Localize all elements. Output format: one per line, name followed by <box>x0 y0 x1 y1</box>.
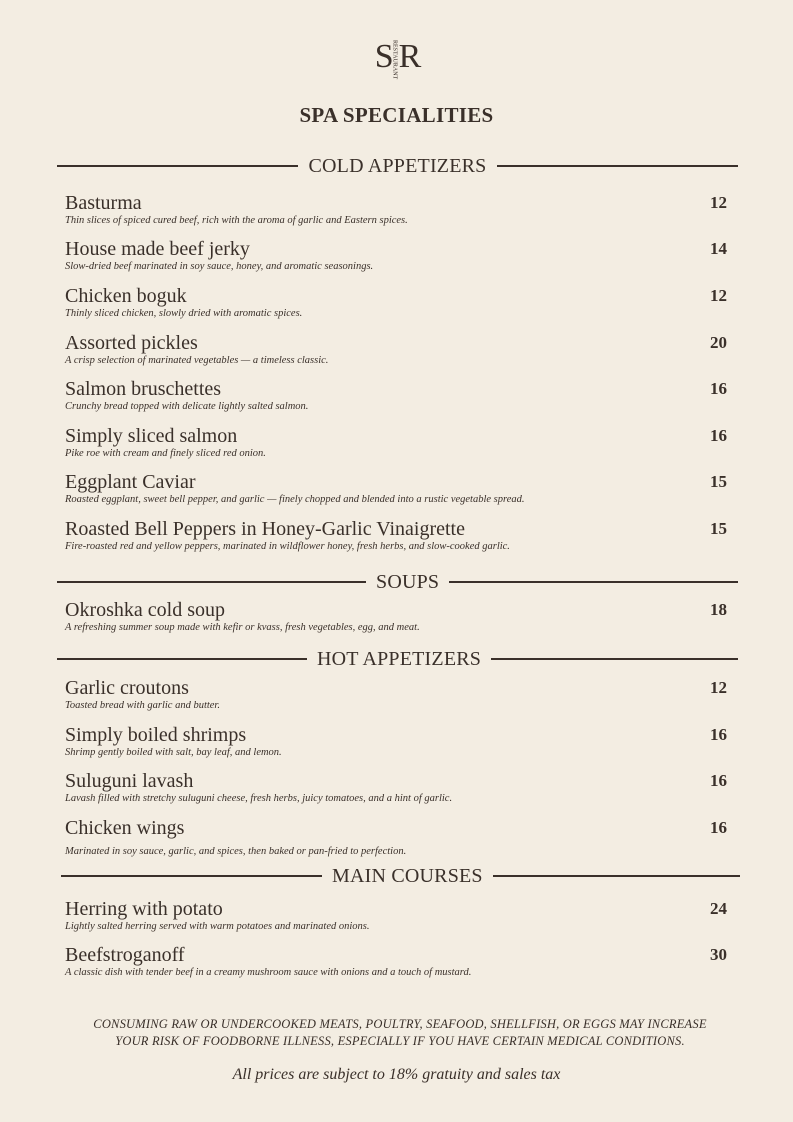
item-price: 15 <box>710 519 727 538</box>
menu-item-eggplant-caviar <box>65 471 730 506</box>
menu-item-assorted-pickles <box>65 332 730 367</box>
item-description: Slow-dried beef marinated in soy sauce, honey, and aromatic seasonings. <box>65 261 374 272</box>
menu-item-chicken-boguk <box>65 285 730 320</box>
item-price: 20 <box>710 333 727 352</box>
item-price: 18 <box>710 600 727 619</box>
item-price: 16 <box>710 771 727 790</box>
menu-item-beefstroganoff <box>65 944 730 979</box>
menu-item-bell-peppers <box>65 518 730 553</box>
menu-item-suluguni-lavash <box>65 770 730 805</box>
item-name: Simply sliced salmon <box>65 425 238 447</box>
item-description: Thin slices of spiced cured beef, rich with the aroma of garlic and Eastern spices. <box>65 215 408 226</box>
item-name: Roasted Bell Peppers in Honey-Garlic Vinaigrette <box>65 518 465 540</box>
section-cold-appetizers: COLD APPETIZERS <box>57 154 738 178</box>
item-name: Beefstroganoff <box>65 944 185 966</box>
menu-item-garlic-croutons <box>65 677 730 712</box>
item-description: Roasted eggplant, sweet bell pepper, and garlic — finely chopped and blended into a rustic vegetable spread. <box>65 494 525 505</box>
item-price: 16 <box>710 818 727 837</box>
item-price: 16 <box>710 379 727 398</box>
item-description: Shrimp gently boiled with salt, bay leaf, and lemon. <box>65 747 282 758</box>
item-description: Lightly salted herring served with warm potatoes and marinated onions. <box>65 921 370 932</box>
section-soups: SOUPS <box>57 570 738 594</box>
item-name: Chicken boguk <box>65 285 187 307</box>
item-description: A crisp selection of marinated vegetables — a timeless classic. <box>65 355 329 366</box>
item-price: 16 <box>710 725 727 744</box>
item-price: 12 <box>710 286 727 305</box>
page-title: SPA SPECIALITIES <box>299 103 494 127</box>
item-name: Suluguni lavash <box>65 770 194 792</box>
item-price: 15 <box>710 472 727 491</box>
menu-item-salmon-bruschettes <box>65 378 730 413</box>
menu-item-sliced-salmon <box>65 425 730 460</box>
item-description: A classic dish with tender beef in a creamy mushroom sauce with onions and a touch of mustard. <box>65 967 472 978</box>
item-description: A refreshing summer soup made with kefir or kvass, fresh vegetables, egg, and meat. <box>65 622 420 633</box>
item-description: Marinated in soy sauce, garlic, and spices, then baked or pan-fried to perfection. <box>65 846 407 857</box>
item-price: 24 <box>710 899 727 918</box>
food-safety-disclaimer: CONSUMING RAW OR UNDERCOOKED MEATS, POULTRY, SEAFOOD, SHELLFISH, OR EGGS MAY INCREASE YOUR RISK OF FOODBORNE ILLNESS, ESPECIALLY IF YOU HAVE CERTAIN MEDICAL CONDITIONS. <box>93 1017 707 1048</box>
item-name: Herring with potato <box>65 898 223 920</box>
item-price: 12 <box>710 193 727 212</box>
menu-item-chicken-wings <box>65 817 730 858</box>
item-price: 16 <box>710 426 727 445</box>
item-name: Okroshka cold soup <box>65 599 225 621</box>
item-description: Fire-roasted red and yellow peppers, marinated in wildflower honey, fresh herbs, and slow-cooked garlic. <box>65 541 510 552</box>
item-name: Assorted pickles <box>65 332 198 354</box>
menu-item-herring-potato <box>65 898 730 933</box>
item-name: Simply boiled shrimps <box>65 724 247 746</box>
item-description: Pike roe with cream and finely sliced red onion. <box>65 448 266 459</box>
section-hot-appetizers: HOT APPETIZERS <box>57 647 738 671</box>
menu-item-beef-jerky <box>65 238 730 273</box>
item-name: Eggplant Caviar <box>65 471 196 493</box>
restaurant-logo: SRESTAURANTR <box>374 38 419 79</box>
item-name: Salmon bruschettes <box>65 378 222 400</box>
item-price: 30 <box>710 945 727 964</box>
item-name: Chicken wings <box>65 817 185 839</box>
menu-item-okroshka <box>65 599 730 634</box>
item-description: Lavash filled with stretchy suluguni cheese, fresh herbs, juicy tomatoes, and a hint of garlic. <box>65 793 453 804</box>
tax-note: All prices are subject to 18% gratuity and sales tax <box>232 1066 561 1083</box>
menu-item-basturma <box>65 192 730 227</box>
section-main-courses: MAIN COURSES <box>61 864 740 888</box>
item-description: Thinly sliced chicken, slowly dried with aromatic spices. <box>65 308 303 319</box>
item-price: 12 <box>710 678 727 697</box>
item-name: Basturma <box>65 192 142 214</box>
item-description: Toasted bread with garlic and butter. <box>65 700 220 711</box>
item-name: House made beef jerky <box>65 238 250 260</box>
item-name: Garlic croutons <box>65 677 189 699</box>
item-price: 14 <box>710 239 727 258</box>
item-description: Crunchy bread topped with delicate lightly salted salmon. <box>65 401 309 412</box>
menu-item-boiled-shrimps <box>65 724 730 759</box>
